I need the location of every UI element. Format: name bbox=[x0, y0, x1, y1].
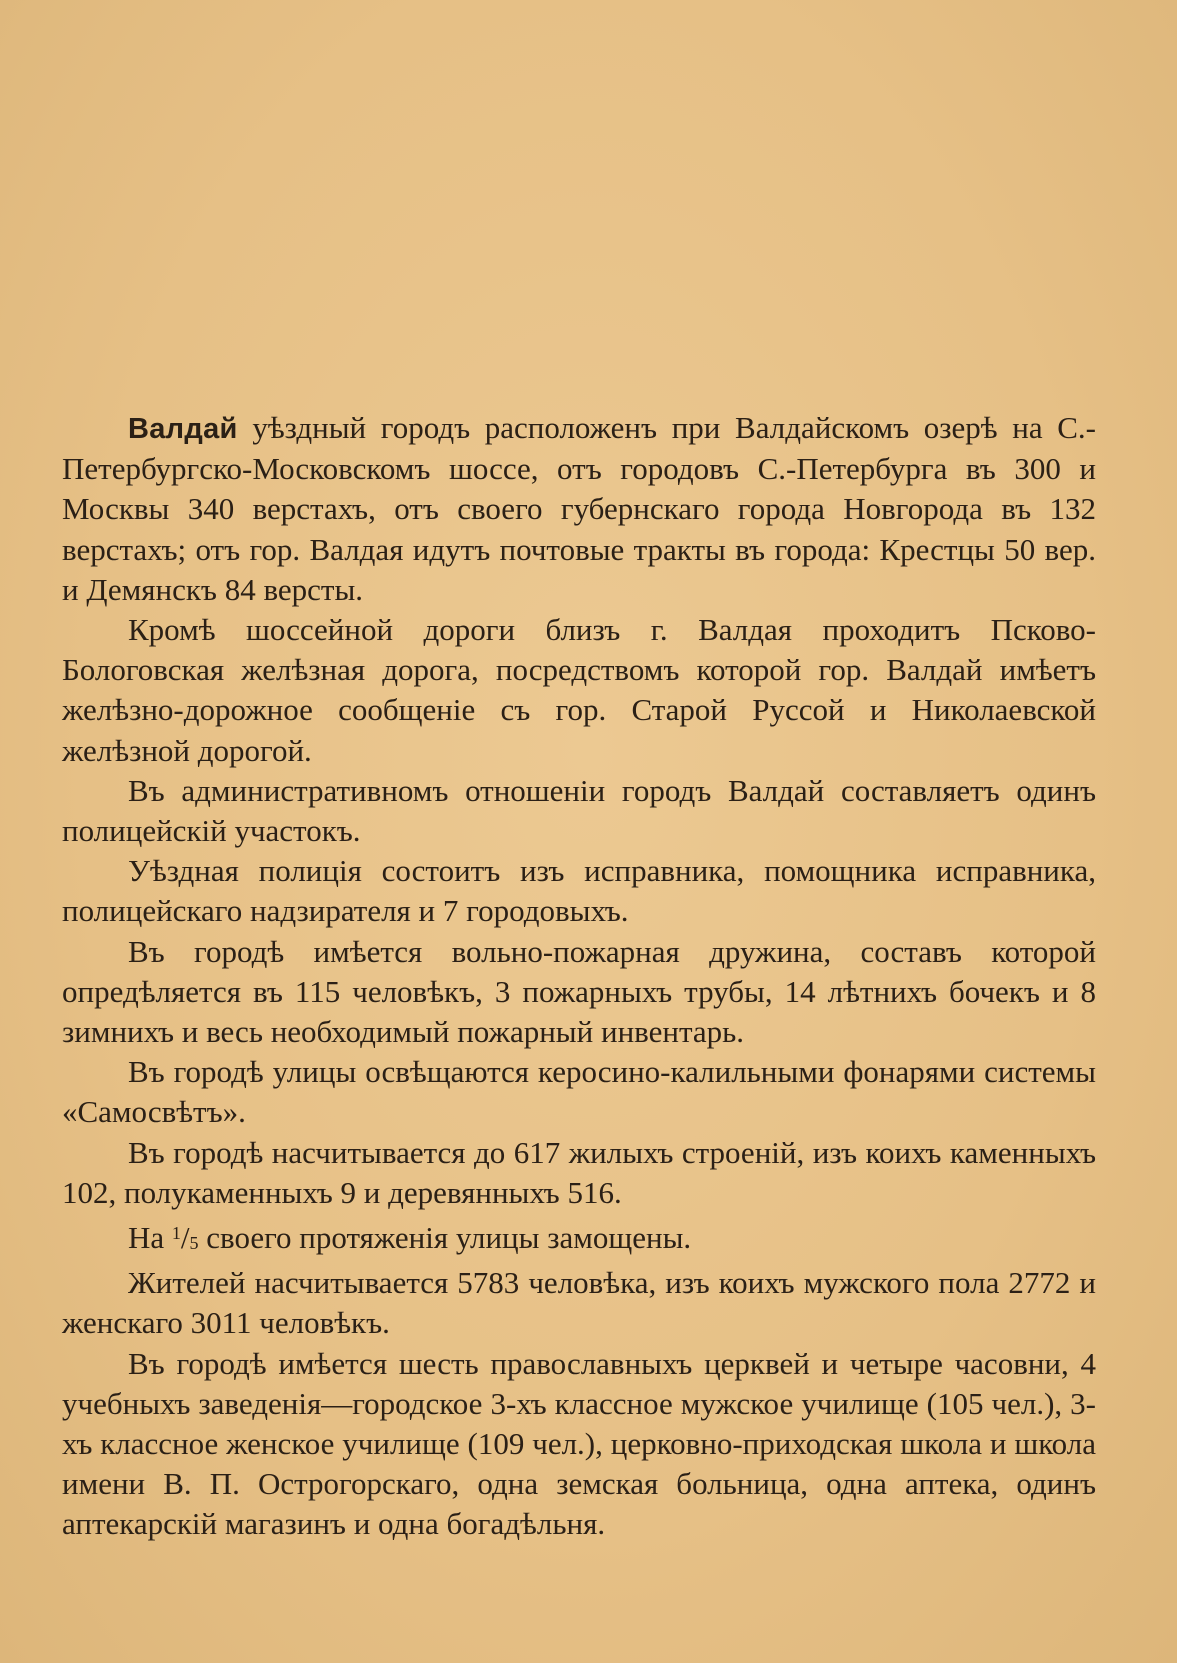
paragraph-intro-text: уѣздный городъ расположенъ при Валдайскомъ озерѣ на С.-Петербургско-Московскомъ шоссе, отъ городовъ С.-Петербурга въ 300 и Москвы 340 верстахъ, отъ своего губернскаго города Новгорода въ 132 верстахъ; отъ гор. Валдая идутъ почтовые тракты въ города: Крестцы 50 вер. и Демянскъ 84 версты. bbox=[62, 410, 1096, 607]
lead-word: Валдай bbox=[128, 413, 238, 445]
fraction-numerator: 1 bbox=[171, 1223, 181, 1244]
paragraph-police: Уѣздная полиція состоитъ изъ исправника, помощника исправника, полицейскаго надзирателя и 7 городовыхъ. bbox=[62, 853, 1096, 929]
paragraph-railway: Кромѣ шоссейной дороги близъ г. Валдая проходитъ Псково-Бологовская желѣзная дорога, посредствомъ которой гор. Валдай имѣетъ желѣзно-дорожное сообщеніе съ гор. Старой Руссой и Николаевской желѣзной дорогой. bbox=[62, 612, 1096, 768]
document-body bbox=[62, 408, 1096, 1545]
fraction-separator: / bbox=[180, 1220, 190, 1256]
paving-post: своего протяженія улицы замощены. bbox=[198, 1220, 692, 1256]
paragraph-population: Жителей насчитывается 5783 человѣка, изъ коихъ мужского пола 2772 и женскаго 3011 человѣкъ. bbox=[62, 1265, 1096, 1341]
paragraph-lighting: Въ городѣ улицы освѣщаются керосино-калильными фонарями системы «Самосвѣтъ». bbox=[62, 1054, 1096, 1130]
paragraph-intro bbox=[62, 408, 1096, 610]
paragraph-paving bbox=[62, 1213, 1096, 1263]
paragraph-administration: Въ административномъ отношеніи городъ Валдай составляетъ одинъ полицейскій участокъ. bbox=[62, 772, 1096, 849]
paving-pre: На bbox=[128, 1220, 172, 1256]
paragraph-fire-brigade: Въ городѣ имѣется вольно-пожарная дружина, составъ которой опредѣляется въ 115 человѣкъ, 3 пожарныхъ трубы, 14 лѣтнихъ бочекъ и 8 зимнихъ и весь необходимый пожарный инвентарь. bbox=[62, 933, 1096, 1050]
paragraph-institutions: Въ городѣ имѣется шесть православныхъ церквей и четыре часовни, 4 учебныхъ заведенія—городское 3-хъ классное мужское училище (105 чел.), 3-хъ классное женское училище (109 чел.), церковно-приходская школа и школа имени В. П. Острогорскаго, одна земская больница, одна аптека, одинъ аптекарскій магазинъ и одна богадѣльня. bbox=[62, 1345, 1096, 1542]
paragraph-buildings: Въ городѣ насчитывается до 617 жилыхъ строеній, изъ коихъ каменныхъ 102, полукаменныхъ 9 и деревянныхъ 516. bbox=[62, 1134, 1096, 1210]
fraction-denominator: 5 bbox=[189, 1233, 199, 1254]
